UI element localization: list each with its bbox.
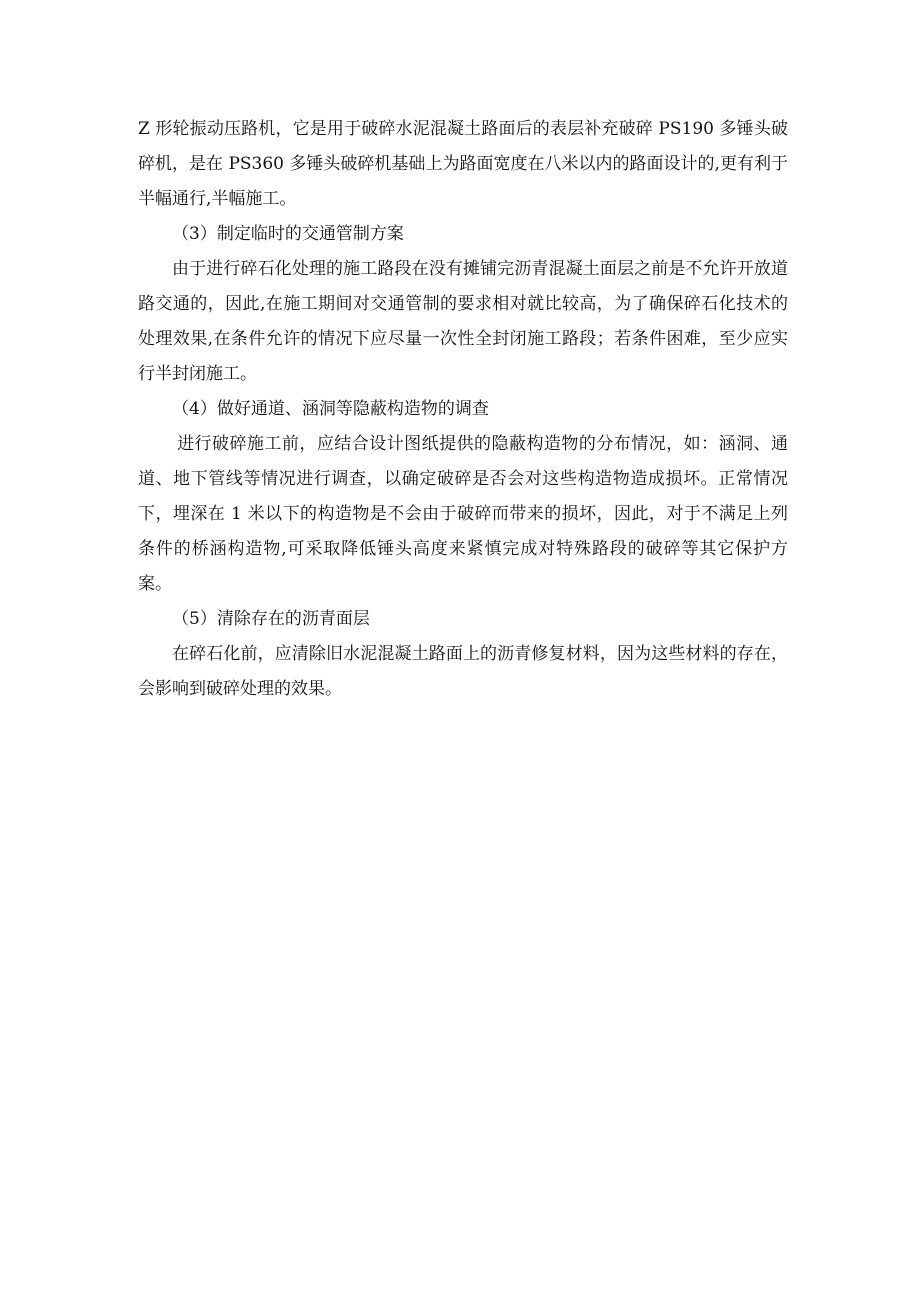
paragraph-structure-survey: 进行破碎施工前，应结合设计图纸提供的隐蔽构造物的分布情况，如：涵洞、通道、地下管线等情况进行调查，以确定破碎是否会对这些构造物造成损坏。正常情况下，埋深在 1 米以下的构造物是不会由于破碎而带来的损坏，因此，对于不满足上列条件的桥涵构造物,可采取降低锤头高度来紧慎完成对特殊路段的破碎等其它保护方案。 <box>138 434 788 594</box>
paragraph-equipment: Z 形轮振动压路机，它是用于破碎水泥混凝土路面后的表层补充破碎 PS190 多锤头破碎机，是在 PS360 多锤头破碎机基础上为路面宽度在八米以内的路面设计的,更有利于半幅通行,半幅施工。 <box>138 119 788 209</box>
section-heading-structure-survey: （4）做好通道、涵洞等隐蔽构造物的调查 <box>172 399 489 419</box>
document-body <box>138 112 788 707</box>
paragraph-asphalt-removal: 在碎石化前，应清除旧水泥混凝土路面上的沥青修复材料，因为这些材料的存在，会影响到破碎处理的效果。 <box>138 644 788 699</box>
section-heading-traffic-control: （3）制定临时的交通管制方案 <box>172 224 404 244</box>
paragraph-traffic-control: 由于进行碎石化处理的施工路段在没有摊铺完沥青混凝土面层之前是不允许开放道路交通的，因此,在施工期间对交通管制的要求相对就比较高，为了确保碎石化技术的处理效果,在条件允许的情况下应尽量一次性全封闭施工路段；若条件困难，至少应实行半封闭施工。 <box>138 259 788 384</box>
section-heading-asphalt-removal: （5）清除存在的沥青面层 <box>172 609 370 629</box>
